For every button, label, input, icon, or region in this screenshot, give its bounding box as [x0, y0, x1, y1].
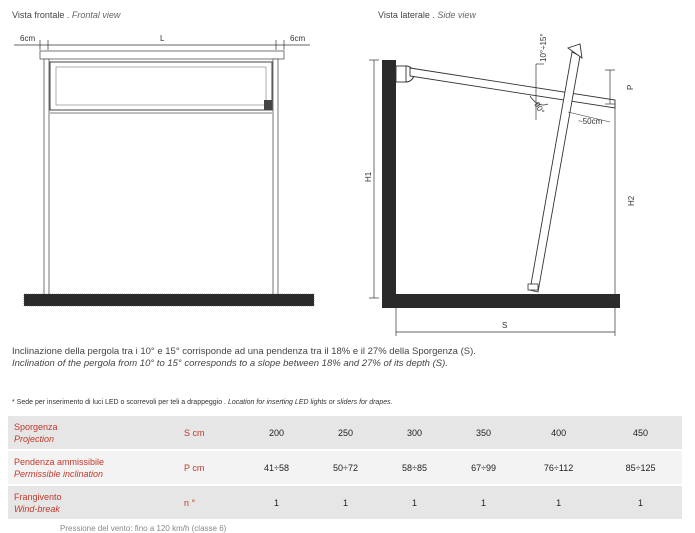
footer-partial-text: Pressione del vento: fino a 120 km/h (classe 6): [60, 524, 227, 533]
row-label: [8, 451, 184, 484]
row-label-en: Projection: [14, 433, 55, 444]
table-cell: 400: [518, 416, 599, 449]
table-cell: 67÷99: [449, 451, 518, 484]
side-view-drawing: [340, 0, 695, 345]
row-label: [8, 416, 184, 449]
table-cell: 1: [311, 486, 380, 519]
table-cell: 450: [599, 416, 682, 449]
table-cell: 1: [599, 486, 682, 519]
table-cell: 1: [242, 486, 311, 519]
frontal-ground: [24, 294, 314, 306]
led-note: [12, 399, 393, 406]
side-right-angle-label: 90°: [532, 100, 547, 116]
table-cell: 58÷85: [380, 451, 449, 484]
row-unit: P cm: [184, 451, 242, 484]
table-cell: 50÷72: [311, 451, 380, 484]
table-row-windbreak: [8, 486, 682, 519]
row-label-it: Sporgenza: [14, 421, 58, 432]
frontal-motor-box: [264, 100, 272, 110]
side-wall: [382, 60, 396, 308]
table-cell: 76÷112: [518, 451, 599, 484]
side-offset-label: ~50cm: [578, 117, 603, 126]
table-cell: 200: [242, 416, 311, 449]
frontal-title-it: Vista frontale .: [12, 10, 70, 20]
side-title-en: Side view: [437, 10, 476, 20]
table-cell: 1: [449, 486, 518, 519]
frontal-post-right: [273, 59, 278, 295]
led-note-en: Location for inserting LED lights or sliders for drapes.: [227, 399, 393, 406]
caption-it: Inclinazione della pergola tra i 10° e 15° corrisponde ad una pendenza tra il 18% e il 27% della Sporgenza (S).: [12, 346, 476, 357]
row-unit: n °: [184, 486, 242, 519]
side-roof-beam: [410, 68, 615, 108]
side-s-label: S: [502, 321, 508, 330]
table-row-inclination: [8, 451, 682, 484]
table-cell: 250: [311, 416, 380, 449]
frontal-dim-center: L: [160, 34, 165, 43]
side-h1-label: H1: [364, 171, 373, 182]
side-p-label: P: [626, 84, 635, 90]
side-angle-label: 10°÷15°: [539, 33, 548, 62]
led-note-it: * Sede per inserimento di luci LED o scorrevoli per teli a drappeggio .: [12, 399, 227, 406]
table-cell: 1: [518, 486, 599, 519]
side-h2-dimension: [610, 108, 620, 298]
side-ground: [382, 294, 620, 308]
row-label-it: Pendenza ammissibile: [14, 456, 105, 467]
table-cell: 85÷125: [599, 451, 682, 484]
row-label-en: Permissible inclination: [14, 468, 104, 479]
table-row-projection: [8, 416, 682, 449]
row-label-it: Frangivento: [14, 491, 62, 502]
table-cell: 350: [449, 416, 518, 449]
side-h2-label: H2: [627, 195, 636, 206]
specs-table: [8, 414, 682, 521]
frontal-dim-right: 6cm: [290, 34, 306, 43]
caption-en: Inclination of the pergola from 10° to 15° corresponds to a slope between 18% and 27% of its depth (S).: [12, 358, 448, 369]
frontal-post-left: [44, 59, 49, 295]
frontal-title-en: Frontal view: [71, 10, 121, 20]
table-cell: 300: [380, 416, 449, 449]
frontal-dim-left: 6cm: [20, 34, 36, 43]
frontal-view-drawing: [0, 0, 340, 320]
row-label: [8, 486, 184, 519]
frontal-top-beam: [40, 51, 284, 59]
table-cell: 41÷58: [242, 451, 311, 484]
row-label-en: Wind-break: [14, 503, 60, 514]
row-unit: S cm: [184, 416, 242, 449]
side-title-it: Vista laterale .: [378, 10, 435, 20]
frontal-cassette: [50, 62, 272, 110]
table-cell: 1: [380, 486, 449, 519]
